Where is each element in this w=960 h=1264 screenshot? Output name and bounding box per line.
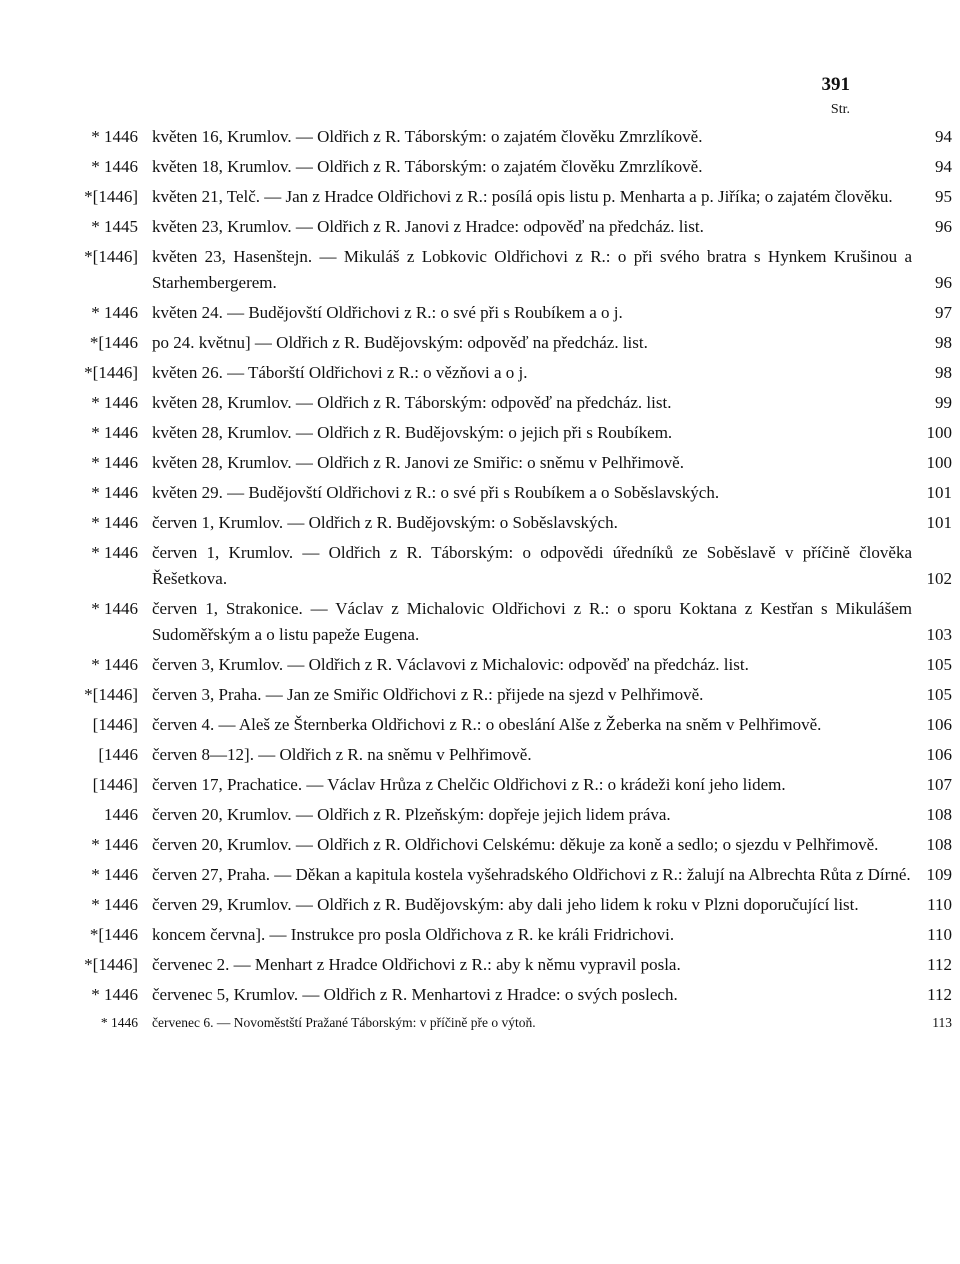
entry-text: červen 20, Krumlov. — Oldřich z R. Plzeňským: dopřeje jejich lidem práva. bbox=[152, 805, 671, 824]
entry-text: květen 18, Krumlov. — Oldřich z R. Táborským: o zajatém člověku Zmrzlíkově. bbox=[152, 157, 703, 176]
entry-page: 100 bbox=[926, 423, 952, 442]
entry-text: po 24. květnu] — Oldřich z R. Budějovským: odpověď na předcház. list. bbox=[152, 333, 648, 352]
entry-date: * 1446 bbox=[91, 303, 138, 322]
regest-entry bbox=[0, 802, 960, 828]
regest-entry bbox=[0, 982, 960, 1008]
entry-text: červen 4. — Aleš ze Šternberka Oldřichovi z R.: o obeslání Alše z Žeberka na sněm v Pelhřimově. bbox=[152, 715, 822, 734]
entry-text: červenec 5, Krumlov. — Oldřich z R. Menhartovi z Hradce: o svých poslech. bbox=[152, 985, 678, 1004]
regest-entry bbox=[0, 952, 960, 978]
regest-entry bbox=[0, 652, 960, 678]
entry-page: 101 bbox=[926, 513, 952, 532]
regest-entry bbox=[0, 390, 960, 416]
entry-date: * 1446 bbox=[91, 423, 138, 442]
entry-page: 110 bbox=[927, 925, 952, 944]
page-number: 391 bbox=[821, 74, 850, 95]
entry-text: květen 23, Hasenštejn. — Mikuláš z Lobkovic Oldřichovi z R.: o při svého bratra s Hynkem Krušinou a Starhembergerem. bbox=[152, 247, 912, 292]
regest-entry bbox=[0, 772, 960, 798]
entry-text: květen 26. — Táborští Oldřichovi z R.: o vězňovi a o j. bbox=[152, 363, 528, 382]
entry-text: červenec 6. — Novoměstští Pražané Táborským: v příčině pře o výtoň. bbox=[152, 1015, 536, 1030]
entry-date: *[1446 bbox=[89, 333, 138, 352]
page-column-label: Str. bbox=[830, 102, 850, 117]
entry-date: * 1446 bbox=[91, 127, 138, 146]
regest-entry bbox=[0, 832, 960, 858]
entry-date: * 1445 bbox=[91, 217, 138, 236]
entry-text: červen 17, Prachatice. — Václav Hrůza z Chelčic Oldřichovi z R.: o krádeži koní jeho lidem. bbox=[152, 775, 786, 794]
entry-text: květen 21, Telč. — Jan z Hradce Oldřichovi z R.: posílá opis listu p. Menharta a p. Jiříka; o zajatém člověku. bbox=[152, 187, 893, 206]
regest-entry bbox=[0, 682, 960, 708]
entry-text: červen 29, Krumlov. — Oldřich z R. Budějovským: aby dali jeho lidem k roku v Plzni doporučující list. bbox=[152, 895, 859, 914]
regest-entry bbox=[0, 1012, 960, 1034]
regest-entry bbox=[0, 420, 960, 446]
entry-page: 100 bbox=[926, 453, 952, 472]
entry-date: *[1446] bbox=[84, 685, 138, 704]
entry-text: koncem června]. — Instrukce pro posla Oldřichova z R. ke králi Fridrichovi. bbox=[152, 925, 675, 944]
entry-date: [1446] bbox=[92, 715, 138, 734]
entry-date: *[1446] bbox=[84, 187, 138, 206]
entry-page: 94 bbox=[935, 157, 952, 176]
entry-text: červen 3, Praha. — Jan ze Smiřic Oldřichovi z R.: přijede na sjezd v Pelhřimově. bbox=[152, 685, 704, 704]
entry-page: 112 bbox=[927, 985, 952, 1004]
entry-date: * 1446 bbox=[91, 655, 138, 674]
entry-text: květen 28, Krumlov. — Oldřich z R. Táborským: odpověď na předcház. list. bbox=[152, 393, 672, 412]
regest-entry bbox=[0, 742, 960, 768]
regest-entry bbox=[0, 244, 960, 296]
entry-page: 112 bbox=[927, 955, 952, 974]
entry-text: květen 23, Krumlov. — Oldřich z R. Janovi z Hradce: odpověď na předcház. list. bbox=[152, 217, 704, 236]
entry-page: 96 bbox=[935, 273, 952, 292]
entry-date: * 1446 bbox=[91, 835, 138, 854]
entry-page: 98 bbox=[935, 363, 952, 382]
regest-entry bbox=[0, 330, 960, 356]
regest-entry bbox=[0, 540, 960, 592]
entry-page: 110 bbox=[927, 895, 952, 914]
entry-text: červen 27, Praha. — Děkan a kapitula kostela vyšehradského Oldřichovi z R.: žalují na Albrechta Růta z Dírné. bbox=[152, 865, 911, 884]
regest-entry bbox=[0, 360, 960, 386]
regest-entry bbox=[0, 922, 960, 948]
entry-page: 98 bbox=[935, 333, 952, 352]
entry-date: * 1446 bbox=[91, 157, 138, 176]
entry-page: 106 bbox=[926, 715, 952, 734]
entry-page: 108 bbox=[926, 835, 952, 854]
entry-date: * 1446 bbox=[91, 865, 138, 884]
entry-page: 95 bbox=[935, 187, 952, 206]
entry-text: červen 20, Krumlov. — Oldřich z R. Oldřichovi Celskému: děkuje za koně a sedlo; o sjezdu v Pelhřimově. bbox=[152, 835, 879, 854]
entry-page: 109 bbox=[926, 865, 952, 884]
regest-entry bbox=[0, 124, 960, 150]
entry-date: [1446] bbox=[92, 775, 138, 794]
regest-entry bbox=[0, 862, 960, 888]
entry-text: červen 1, Strakonice. — Václav z Michalovic Oldřichovi z R.: o sporu Koktana z Kestřan s Mikulášem Sudoměřským a o listu papeže Eugena. bbox=[152, 599, 912, 644]
entry-page: 113 bbox=[932, 1015, 952, 1030]
entry-date: * 1446 bbox=[100, 1015, 138, 1030]
entry-date: *[1446] bbox=[84, 247, 138, 266]
entry-date: [1446 bbox=[98, 745, 138, 764]
regest-list bbox=[0, 124, 960, 1038]
entry-page: 106 bbox=[926, 745, 952, 764]
entry-date: *[1446] bbox=[84, 363, 138, 382]
entry-text: červen 1, Krumlov. — Oldřich z R. Táborským: o odpovědi úředníků ze Soběslavě v příčině člověka Řešetkova. bbox=[152, 543, 912, 588]
regest-entry bbox=[0, 154, 960, 180]
entry-date: *[1446] bbox=[84, 955, 138, 974]
entry-page: 96 bbox=[935, 217, 952, 236]
entry-date: * 1446 bbox=[91, 895, 138, 914]
regest-entry bbox=[0, 300, 960, 326]
entry-date: * 1446 bbox=[91, 599, 138, 618]
entry-page: 102 bbox=[926, 569, 952, 588]
entry-date: 1446 bbox=[104, 805, 138, 824]
entry-text: květen 24. — Budějovští Oldřichovi z R.: o své při s Roubíkem a o j. bbox=[152, 303, 623, 322]
entry-date: * 1446 bbox=[91, 393, 138, 412]
entry-page: 94 bbox=[935, 127, 952, 146]
entry-text: květen 28, Krumlov. — Oldřich z R. Janovi ze Smiřic: o sněmu v Pelhřimově. bbox=[152, 453, 684, 472]
entry-text: červen 1, Krumlov. — Oldřich z R. Budějovským: o Soběslavských. bbox=[152, 513, 618, 532]
regest-entry bbox=[0, 214, 960, 240]
entry-text: červenec 2. — Menhart z Hradce Oldřichovi z R.: aby k němu vypravil posla. bbox=[152, 955, 681, 974]
entry-page: 108 bbox=[926, 805, 952, 824]
entry-page: 105 bbox=[926, 685, 952, 704]
entry-date: * 1446 bbox=[91, 453, 138, 472]
regest-entry bbox=[0, 510, 960, 536]
entry-page: 97 bbox=[935, 303, 952, 322]
regest-entry bbox=[0, 712, 960, 738]
entry-text: květen 29. — Budějovští Oldřichovi z R.: o své při s Roubíkem a o Soběslavských. bbox=[152, 483, 720, 502]
entry-text: červen 3, Krumlov. — Oldřich z R. Václavovi z Michalovic: odpověď na předcház. list. bbox=[152, 655, 749, 674]
entry-text: květen 28, Krumlov. — Oldřich z R. Budějovským: o jejich při s Roubíkem. bbox=[152, 423, 673, 442]
entry-page: 103 bbox=[926, 625, 952, 644]
entry-page: 101 bbox=[926, 483, 952, 502]
entry-date: * 1446 bbox=[91, 513, 138, 532]
regest-entry bbox=[0, 892, 960, 918]
regest-entry bbox=[0, 480, 960, 506]
regest-entry bbox=[0, 450, 960, 476]
entry-date: * 1446 bbox=[91, 483, 138, 502]
entry-text: červen 8—12]. — Oldřich z R. na sněmu v Pelhřimově. bbox=[152, 745, 532, 764]
entry-text: květen 16, Krumlov. — Oldřich z R. Táborským: o zajatém člověku Zmrzlíkově. bbox=[152, 127, 703, 146]
entry-date: *[1446 bbox=[89, 925, 138, 944]
entry-page: 105 bbox=[926, 655, 952, 674]
entry-page: 107 bbox=[926, 775, 952, 794]
entry-date: * 1446 bbox=[91, 985, 138, 1004]
regest-entry bbox=[0, 184, 960, 210]
entry-date: * 1446 bbox=[91, 543, 138, 562]
regest-entry bbox=[0, 596, 960, 648]
entry-page: 99 bbox=[935, 393, 952, 412]
